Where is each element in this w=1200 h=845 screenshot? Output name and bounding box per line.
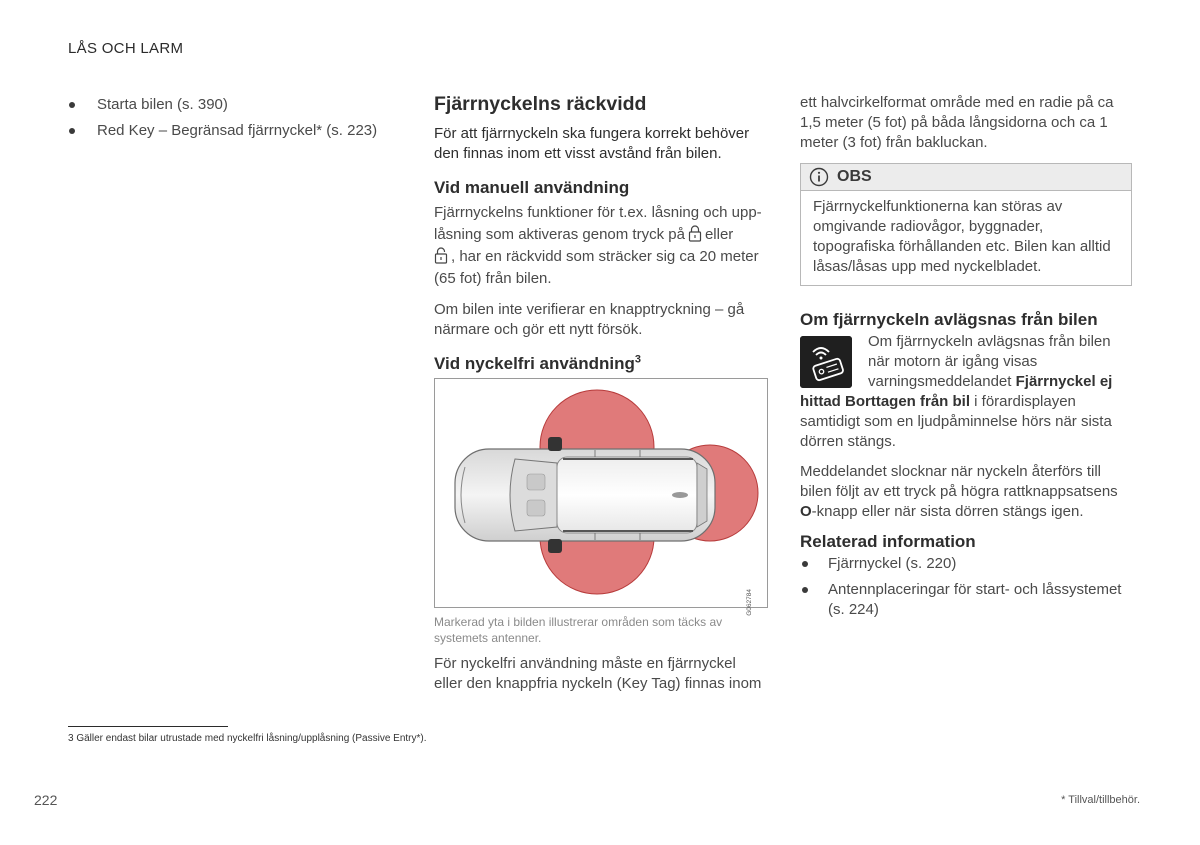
info-icon [809,167,829,187]
manual-text-3: eller [704,226,734,243]
keyless-heading-text: Vid nyckelfri användning [434,354,635,373]
accessory-note: * Tillval/tillbehör. [1061,794,1140,806]
section-title: LÅS OCH LARM [68,40,184,57]
dismiss-paragraph [800,462,1132,522]
antenna-range-figure [434,378,768,616]
keyless-heading [434,354,768,374]
figure-caption: Markerad yta i bilden illustrerar områden som täcks av systemets antenner. [434,615,723,645]
note-title: OBS [837,168,872,185]
note-header [801,164,1131,191]
continued-paragraph: ett halvcirkelformat område med en radie på ca 1,5 meter (5 fot) på båda långsidorna och ca 1 meter (3 fot) från bakluckan. [800,94,1114,151]
right-column [800,93,1132,626]
related-list [800,554,1132,620]
removed-text-2: i förardisplayen samtidigt som en ljudpåminnelse hörs när sista dörren stängs. [800,393,1112,450]
list-item[interactable]: Fjärrnyckel (s. 220) [800,554,1132,574]
dismiss-text-1: Meddelandet slocknar när nyckeln återförs till bilen följt av ett tryck på högra rattknappsatsens [800,463,1118,500]
note-box [800,163,1132,286]
car-range-illustration [435,379,767,607]
car-top-view [455,437,715,553]
footnote-divider [68,726,228,727]
keyless-paragraph: För nyckelfri användning måste en fjärrnyckel eller den knappfria nyckeln (Key Tag) finnas inom [434,655,762,692]
footnote-ref[interactable]: 3 [634,353,642,366]
manual-paragraph [434,202,768,290]
list-item[interactable]: Antennplaceringar för start- och låssystemet (s. 224) [800,580,1132,620]
figure-code: G062784 [746,589,753,616]
manual-retry-paragraph: Om bilen inte verifierar en knapptryckning – gå närmare och gör ett nytt försök. [434,301,745,338]
removed-heading: Om fjärrnyckeln avlägsnas från bilen [800,310,1098,329]
lock-icon [688,224,702,242]
removed-section [800,332,1132,522]
page-number: 222 [34,792,58,808]
manual-text-2: låsning som aktiveras genom tryck på [434,226,685,243]
unlock-icon [434,246,448,264]
dismiss-text-2: -knapp eller när sista dörren stängs igen. [811,503,1084,520]
left-column [68,95,398,147]
page-title: Fjärrnyckelns räckvidd [434,93,647,115]
key-not-found-icon [800,336,852,388]
footnote: 3 Gäller endast bilar utrustade med nyckelfri låsning/upplåsning (Passive Entry*). [68,733,427,744]
lead-paragraph: För att fjärrnyckeln ska fungera korrekt behöver den finnas inom ett visst avstånd från bilen. [434,125,750,162]
warning-message: Fjärrnyckel ej hittad Borttagen från bil [800,373,1113,410]
manual-heading: Vid manuell användning [434,178,630,197]
manual-text-4: , har en räckvidd som sträcker sig ca 20 meter (65 fot) från bilen. [434,248,759,287]
removed-text-1: Om fjärrnyckeln avlägsnas från bilen när motorn är igång visas varningsmeddelandet [868,333,1111,390]
manual-text-1: Fjärrnyckelns funktioner för t.ex. låsning och upp- [434,204,762,221]
o-button-label: O [800,503,812,520]
related-heading: Relaterad information [800,532,976,551]
note-text: Fjärrnyckelfunktionerna kan störas av omgivande radiovågor, byggnader, topografiska förhållanden etc. Bilen kan alltid låsas/låsas upp med nyckelbladet. [813,198,1111,275]
cross-reference-list [68,95,398,141]
list-item[interactable]: Starta bilen (s. 390) [68,95,398,115]
middle-column [434,92,768,704]
list-item[interactable]: Red Key – Begränsad fjärrnyckel* (s. 223) [68,121,398,141]
